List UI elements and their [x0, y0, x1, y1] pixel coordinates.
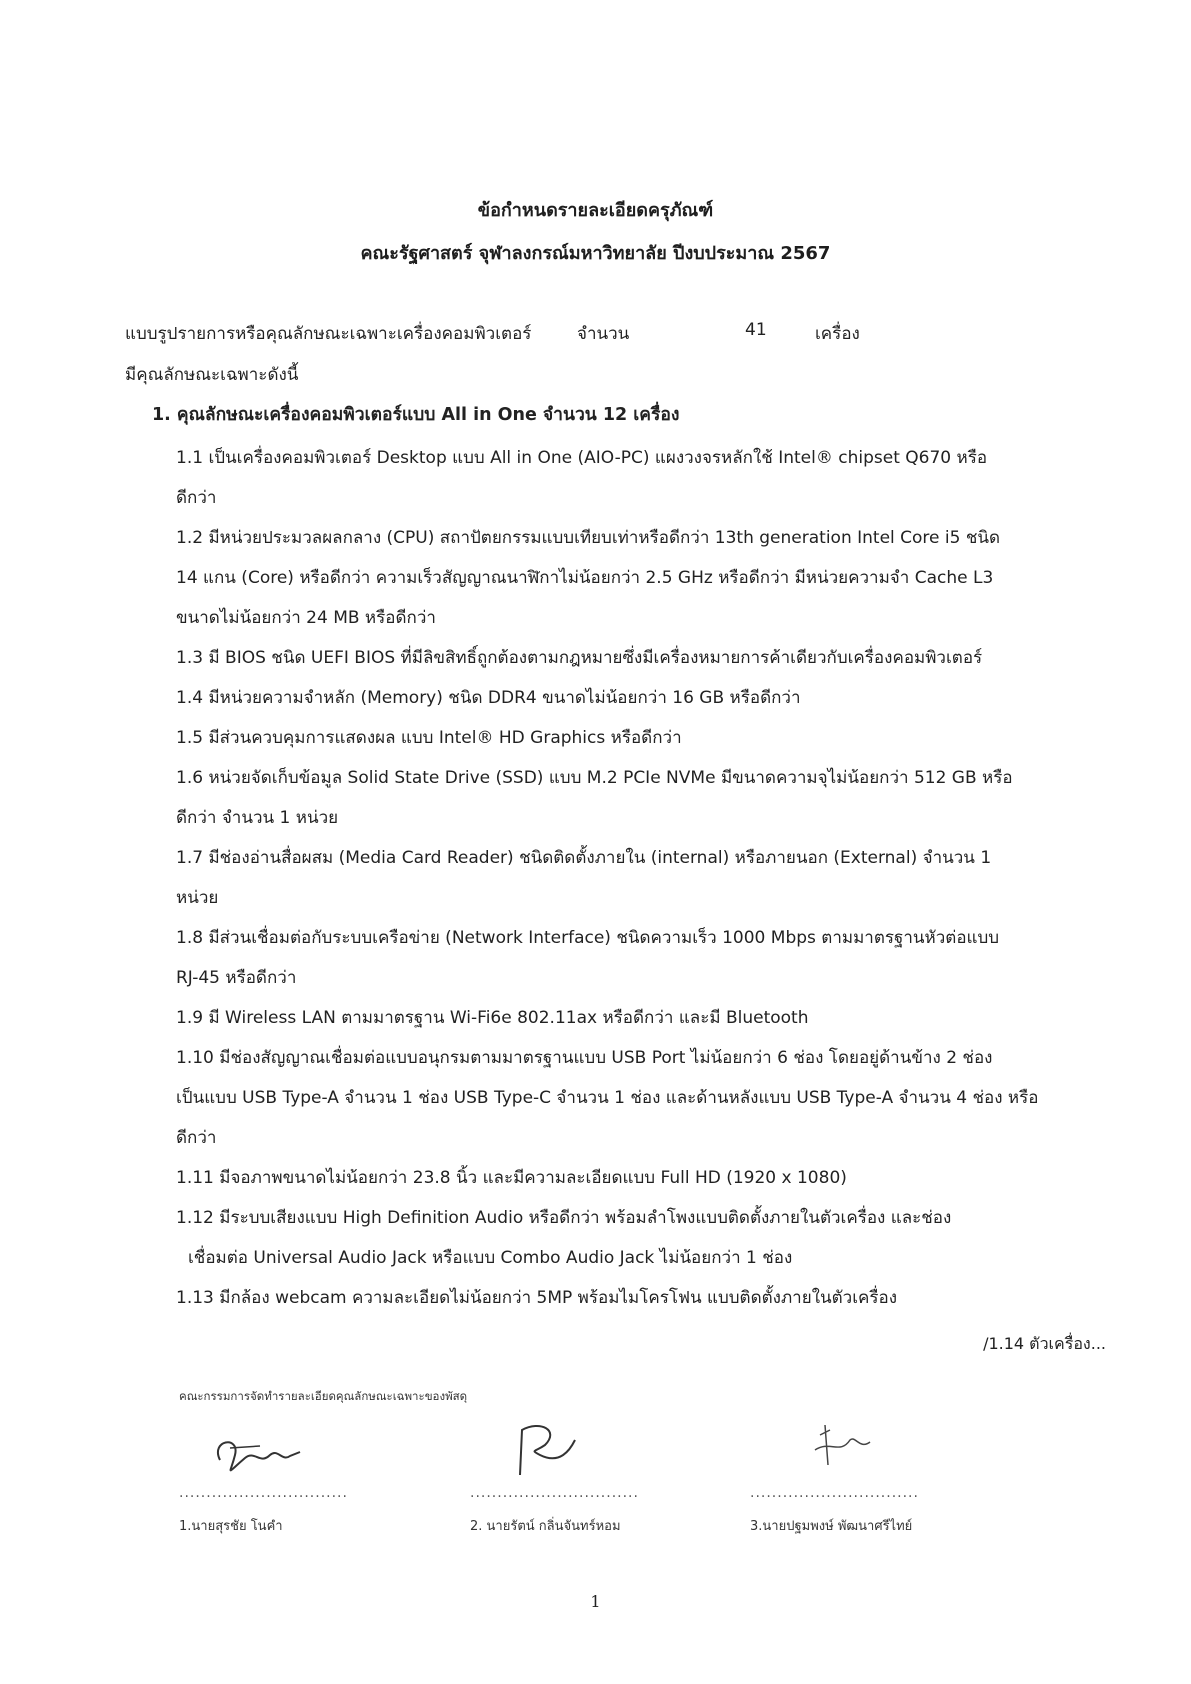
quantity-number: 41 [745, 320, 767, 340]
spec-line: 1.3 มี BIOS ชนิด UEFI BIOS ที่มีลิขสิทธิ์ถูกต้องตามกฎหมายซึ่งมีเครื่องหมายการค้าเดียวกับเครื่องคอมพิวเตอร์ [176, 648, 983, 668]
quantity-description: แบบรูปรายการหรือคุณลักษณะเฉพาะเครื่องคอมพิวเตอร์ [125, 324, 532, 344]
spec-line: เชื่อมต่อ Universal Audio Jack หรือแบบ Combo Audio Jack ไม่น้อยกว่า 1 ช่อง [188, 1248, 793, 1268]
spec-line: 1.1 เป็นเครื่องคอมพิวเตอร์ Desktop แบบ All in One (AIO-PC) แผงวงจรหลักใช้ Intel® chipset Q670 หรือ [176, 448, 988, 468]
spec-line: 1.4 มีหน่วยความจำหลัก (Memory) ชนิด DDR4 ขนาดไม่น้อยกว่า 16 GB หรือดีกว่า [176, 688, 801, 708]
spec-line: ดีกว่า จำนวน 1 หน่วย [176, 808, 339, 828]
spec-line: 1.5 มีส่วนควบคุมการแสดงผล แบบ Intel® HD Graphics หรือดีกว่า [176, 728, 682, 748]
continuation-marker: /1.14 ตัวเครื่อง... [983, 1334, 1106, 1353]
spec-line: 1.7 มีช่องอ่านสื่อผสม (Media Card Reader) ชนิดติดตั้งภายใน (internal) หรือภายนอก (External) จำนวน 1 [176, 848, 992, 868]
page-number: 1 [590, 1592, 601, 1611]
signature-line-1: ............................... [179, 1485, 348, 1501]
committee-heading: คณะกรรมการจัดทำรายละเอียดคุณลักษณะเฉพาะของพัสดุ [179, 1389, 468, 1403]
signature-line-3: ............................... [750, 1485, 919, 1501]
committee-member-3: 3.นายปฐมพงษ์ พัฒนาศรีไทย์ [750, 1519, 913, 1534]
document-subtitle: คณะรัฐศาสตร์ จุฬาลงกรณ์มหาวิทยาลัย ปีงบประมาณ 2567 [360, 243, 831, 264]
signature-1 [200, 1420, 400, 1480]
spec-line: 1.13 มีกล้อง webcam ความละเอียดไม่น้อยกว่า 5MP พร้อมไมโครโฟน แบบติดตั้งภายในตัวเครื่อง [176, 1288, 898, 1308]
quantity-word: จำนวน [577, 324, 630, 344]
spec-line: ดีกว่า [176, 488, 217, 508]
spec-line: 1.2 มีหน่วยประมวลผลกลาง (CPU) สถาปัตยกรรมแบบเทียบเท่าหรือดีกว่า 13th generation Intel Core i5 ชนิด [176, 528, 1001, 548]
spec-line: 1.10 มีช่องสัญญาณเชื่อมต่อแบบอนุกรมตามมาตรฐานแบบ USB Port ไม่น้อยกว่า 6 ช่อง โดยอยู่ด้านข้าง 2 ช่อง [176, 1048, 993, 1068]
spec-line: ดีกว่า [176, 1128, 217, 1148]
spec-line: 1.9 มี Wireless LAN ตามมาตรฐาน Wi-Fi6e 802.11ax หรือดีกว่า และมี Bluetooth [176, 1008, 809, 1028]
committee-member-2: 2. นายรัตน์ กลิ่นจันทร์หอม [470, 1519, 621, 1534]
spec-line: 1.12 มีระบบเสียงแบบ High Definition Audio หรือดีกว่า พร้อมลำโพงแบบติดตั้งภายในตัวเครื่อง และช่อง [176, 1208, 952, 1228]
committee-member-1: 1.นายสุรชัย โนคำ [179, 1519, 283, 1534]
spec-line: 14 แกน (Core) หรือดีกว่า ความเร็วสัญญาณนาฬิกาไม่น้อยกว่า 2.5 GHz หรือดีกว่า มีหน่วยความจำ Cache L3 [176, 568, 994, 588]
spec-line: 1.8 มีส่วนเชื่อมต่อกับระบบเครือข่าย (Network Interface) ชนิดความเร็ว 1000 Mbps ตามมาตรฐานหัวต่อแบบ [176, 928, 1000, 948]
quantity-unit: เครื่อง [815, 324, 860, 344]
spec-line: หน่วย [176, 888, 219, 908]
document-title: ข้อกำหนดรายละเอียดครุภัณฑ์ [477, 200, 714, 221]
section-heading: 1. คุณลักษณะเครื่องคอมพิวเตอร์แบบ All in One จำนวน 12 เครื่อง [152, 405, 680, 425]
signature-2 [500, 1420, 700, 1480]
signature-3 [780, 1420, 980, 1480]
intro-text: มีคุณลักษณะเฉพาะดังนี้ [125, 365, 299, 385]
spec-line: 1.6 หน่วยจัดเก็บข้อมูล Solid State Drive (SSD) แบบ M.2 PCIe NVMe มีขนาดความจุไม่น้อยกว่า 512 GB หรือ [176, 768, 1013, 788]
spec-line: RJ-45 หรือดีกว่า [176, 968, 297, 988]
spec-line: 1.11 มีจอภาพขนาดไม่น้อยกว่า 23.8 นิ้ว และมีความละเอียดแบบ Full HD (1920 x 1080) [176, 1168, 847, 1188]
signature-line-2: ............................... [470, 1485, 639, 1501]
spec-items [176, 438, 1106, 1318]
spec-line: เป็นแบบ USB Type-A จำนวน 1 ช่อง USB Type-C จำนวน 1 ช่อง และด้านหลังแบบ USB Type-A จำนวน 4 ช่อง หรือ [176, 1088, 1039, 1108]
spec-line: ขนาดไม่น้อยกว่า 24 MB หรือดีกว่า [176, 608, 436, 628]
